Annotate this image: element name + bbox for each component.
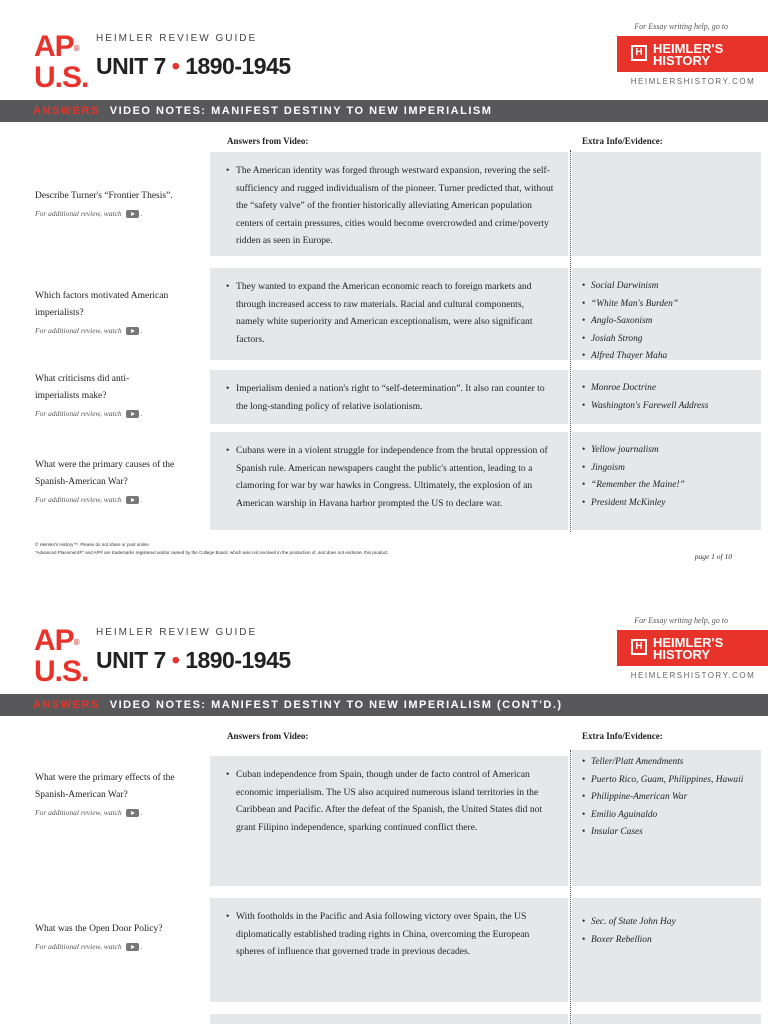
answer-box: • Cubans were in a violent struggle for independence from the brutal oppression of Spanish rule. American newspapers caught the public's attention, leading to a clamoring for war by war hawks in Congress. Ultimately, the explosion of an American warship in Havana harbor prompted the US to declare war. [210, 432, 568, 530]
answer-box: • Imperialism denied a nation's right to “self-determination”. It also ran counter to the long-standing policy of relative isolationism. [210, 370, 568, 424]
extra-item: • Boxer Rebellion [582, 932, 757, 950]
answer-box: • The American identity was forged through westward expansion, revering the self-sufficiency and rugged individualism of the pioneer. Turner predicted that, without the “safety valve” of the frontier historically alleviating American population centers of certain pressures, cities would become overcrowded and crime/poverty ridden as seen in Europe. [210, 152, 568, 256]
extra-item: • Monroe Doctrine [582, 380, 757, 398]
play-video-icon[interactable] [126, 496, 139, 504]
extra-item: • Sec. of State John Hay [582, 914, 757, 932]
extra-info-box [572, 152, 761, 256]
question: What were the primary causes of the Spanish-American War? For additional review, watch . [35, 460, 175, 504]
section-title: VIDEO NOTES: MANIFEST DESTINY TO NEW IMPERIALISM (CONT'D.) [109, 699, 563, 711]
heimlers-history-logo[interactable]: H HEIMLER'S HISTORY [617, 630, 768, 666]
extra-item: • Yellow journalism [582, 442, 757, 460]
extra-item: • “Remember the Maine!” [582, 477, 757, 495]
essay-help-text: For Essay writing help, go to [634, 616, 728, 625]
answer-box [210, 1014, 568, 1024]
unit-title: UNIT 7 • 1890-1945 [96, 53, 291, 79]
heimler-h-icon: H [631, 639, 647, 655]
extra-info-box [572, 370, 761, 424]
heimlers-history-logo[interactable]: H HEIMLER'S HISTORY [617, 36, 768, 72]
answer-box: • They wanted to expand the American economic reach to foreign markets and through increased access to raw materials. Racial and cultural components, namely white superiority and American exceptionalism, were also significant factors. [210, 268, 568, 360]
extra-item: • Josiah Strong [582, 331, 757, 349]
column-divider [570, 150, 571, 532]
answer-box: • With footholds in the Pacific and Asia following victory over Spain, the US diplomatically established trading rights in China, overcoming the European spheres of influence that governed trade in previous decades. [210, 898, 568, 1002]
page-2 [0, 600, 768, 1024]
section-bar [0, 694, 768, 716]
ap-us-logo: AP® U.S. [34, 624, 89, 688]
extra-item: • Philippine-American War [582, 789, 757, 807]
extra-item: • Jingoism [582, 460, 757, 478]
play-video-icon[interactable] [126, 943, 139, 951]
extra-item: • President McKinley [582, 495, 757, 513]
extra-item: • Anglo-Saxonism [582, 313, 757, 331]
question: What criticisms did anti-imperialists make? For additional review, watch . [35, 374, 143, 418]
ap-us-logo: AP® U.S. [34, 30, 89, 94]
question: Which factors motivated American imperialists? For additional review, watch . [35, 291, 169, 335]
essay-help-text: For Essay writing help, go to [634, 22, 728, 31]
question: Describe Turner's “Frontier Thesis”. For additional review, watch . [35, 191, 173, 218]
extra-info-box [572, 898, 761, 1002]
question: What was the Open Door Policy? For additional review, watch . [35, 924, 163, 951]
section-bar [0, 100, 768, 122]
column-divider [570, 750, 571, 1024]
play-video-icon[interactable] [126, 210, 139, 218]
question: What were the primary effects of the Spanish-American War? For additional review, watch . [35, 773, 175, 817]
footer-copyright: © Heimler's History™. Please do not share or post online. “Advanced Placement®” and AP® are trademarks registered and/or owned by the College Board, which was not involved in the production of, and does not endorse, this product. [35, 542, 389, 555]
extra-item: • “White Man's Burden” [582, 296, 757, 314]
site-link[interactable]: HEIMLERSHISTORY.COM [630, 77, 756, 86]
answer-box: • Cuban independence from Spain, though under de facto control of American economic imperialism. The US also acquired numerous island territories in the Caribbean and Pacific. After the defeat of the Spanish, the United States did not grant Filipino independence, sparking continued conflict there. [210, 756, 568, 886]
extra-item: • Washington's Farewell Address [582, 398, 757, 416]
col-extra-header: Extra Info/Evidence: [582, 731, 663, 741]
extra-item: • Puerto Rico, Guam, Philippines, Hawaii [582, 772, 757, 790]
guide-label: HEIMLER REVIEW GUIDE [96, 627, 258, 638]
play-video-icon[interactable] [126, 327, 139, 335]
extra-item: • Teller/Platt Amendments [582, 754, 757, 772]
section-title: VIDEO NOTES: MANIFEST DESTINY TO NEW IMPERIALISM [109, 105, 493, 117]
heimler-h-icon: H [631, 45, 647, 61]
extra-item: • Insular Cases [582, 824, 757, 842]
answers-label: ANSWERS [33, 105, 100, 117]
extra-info-box [572, 1014, 761, 1024]
col-extra-header: Extra Info/Evidence: [582, 136, 663, 146]
extra-item: • Emilio Aguinaldo [582, 807, 757, 825]
play-video-icon[interactable] [126, 410, 139, 418]
page-number: page 1 of 10 [694, 552, 732, 561]
extra-info-box [572, 268, 761, 360]
extra-info-box [572, 750, 761, 886]
site-link[interactable]: HEIMLERSHISTORY.COM [630, 671, 756, 680]
extra-info-box [572, 432, 761, 530]
col-answers-header: Answers from Video: [227, 731, 309, 741]
answers-label: ANSWERS [33, 699, 100, 711]
play-video-icon[interactable] [126, 809, 139, 817]
extra-item: • Alfred Thayer Maha [582, 348, 757, 366]
guide-label: HEIMLER REVIEW GUIDE [96, 33, 258, 44]
unit-title: UNIT 7 • 1890-1945 [96, 647, 291, 673]
extra-item: • Social Darwinism [582, 278, 757, 296]
col-answers-header: Answers from Video: [227, 136, 309, 146]
